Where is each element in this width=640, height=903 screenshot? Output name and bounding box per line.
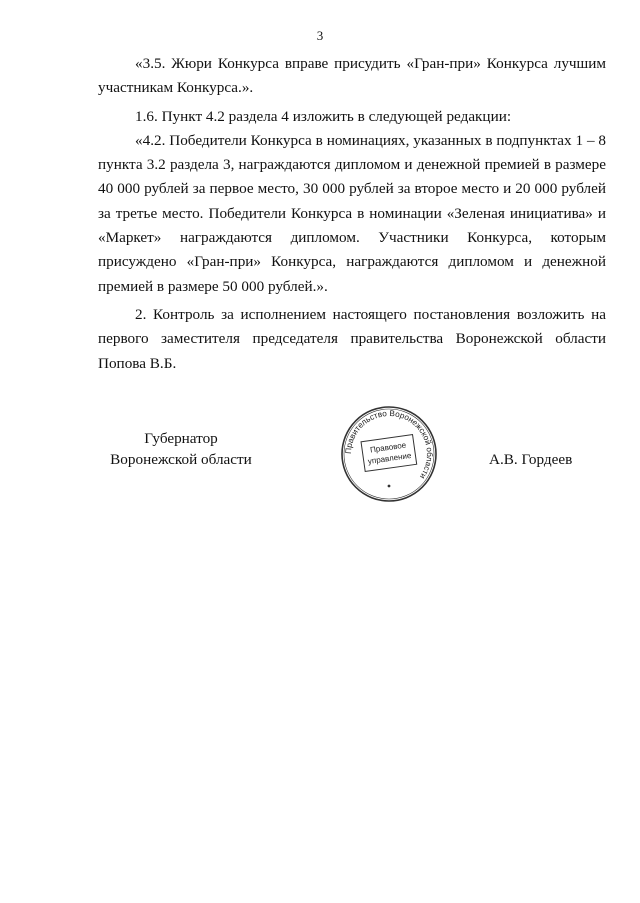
signatory-title — [106, 428, 256, 470]
stamp-center-line2: управление — [367, 450, 412, 466]
page-number: 3 — [316, 28, 324, 43]
signatory-title-line1: Губернатор — [144, 430, 218, 447]
stamp-star-dot — [388, 485, 391, 488]
official-stamp — [339, 404, 439, 504]
stamp-ring-text: Правительство Воронежской области — [343, 408, 435, 481]
paragraph-3-5: «3.5. Жюри Конкурса вправе присудить «Гран-при» Конкурса лучшим участникам Конкурса.». — [98, 55, 606, 97]
stamp-center-line1: Правовое — [369, 440, 407, 455]
signatory-name: А.В. Гордеев — [489, 451, 573, 468]
paragraph-2: 2. Контроль за исполнением настоящего постановления возложить на первого заместителя председателя правительства Воронежской области Попова В.Б. — [98, 305, 606, 372]
paragraph-4-2: «4.2. Победители Конкурса в номинациях, указанных в подпунктах 1 – 8 пункта 3.2 раздела 3, награждаются дипломом и денежной премией в размере 40 000 рублей за первое место, 30 000 рублей за второе место и 20 000 рублей за третье место. Победители Конкурса в номинации «Зеленая инициатива» и «Маркет» награждаются дипломом. Участники Конкурса, которым присуждено «Гран-при» Конкурса, награждаются дипломом и денежной премией в размере 50 000 рублей.». — [98, 131, 606, 295]
document-body — [98, 52, 606, 376]
paragraph-1-6: 1.6. Пункт 4.2 раздела 4 изложить в следующей редакции: — [135, 107, 512, 125]
signatory-title-line2: Воронежской области — [110, 451, 252, 468]
